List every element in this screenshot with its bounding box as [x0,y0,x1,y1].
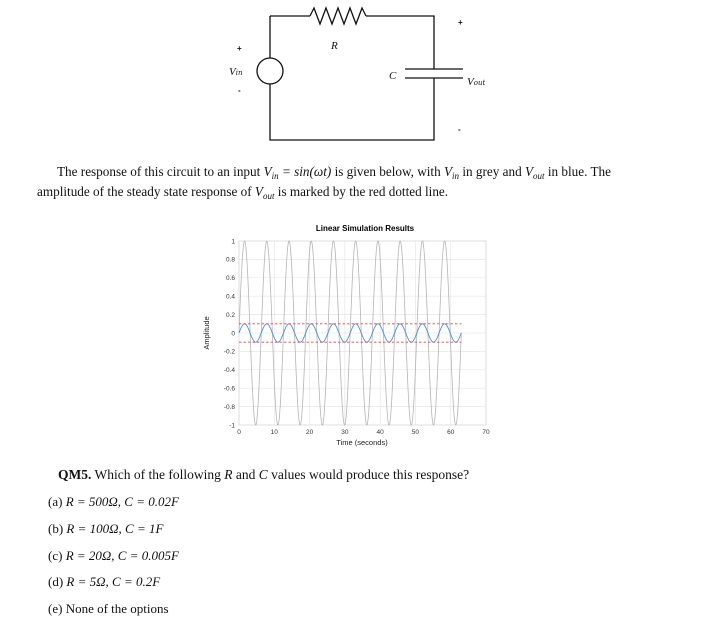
simulation-chart [195,220,500,455]
y-tick-label: 0.2 [225,311,235,319]
x-tick-label: 0 [237,429,241,436]
y-tick-label: 0 [231,330,235,338]
wire-top-right [366,16,434,69]
description-line-2: amplitude of the steady state response of $V_{out}$ is marked by the red dotted line. [37,184,449,201]
wire-left-lower [270,78,434,140]
x-tick-label: 60 [447,429,455,436]
voltage-source-circle [257,58,283,84]
x-tick-label: 50 [411,429,420,436]
option-a-letter: (a) [48,494,63,509]
vin-label: Vin [229,66,243,78]
option-c [48,548,179,564]
y-tick-label: 1 [231,238,235,246]
option-d-letter: (d) [48,574,64,589]
y-tick-label: -0.8 [223,403,235,411]
option-e-letter: (e) [48,601,63,616]
y-tick-label: -0.4 [223,367,235,375]
x-tick-label: 40 [376,429,384,436]
option-b-text: R = 100Ω, C = 1F [66,521,164,536]
option-a-text: R = 500Ω, C = 0.02F [65,494,179,509]
question-label: QM5. [58,467,92,482]
option-e-text: None of the options [65,601,169,616]
x-tick-label: 30 [341,429,349,436]
vin-plus-sign: + [237,44,242,53]
resistor-label: R [331,40,338,52]
vin-minus-sign: - [238,86,241,95]
x-tick-label: 10 [270,429,278,436]
y-tick-label: 0.8 [225,256,235,264]
question-text: QM5. Which of the following R and C values would produce this response? [58,467,470,482]
y-axis-label: Amplitude [202,316,211,350]
option-b-letter: (b) [48,521,64,536]
x-tick-label: 20 [305,429,314,436]
y-tick-label: 0.6 [225,275,235,283]
option-d-text: R = 5Ω, C = 0.2F [66,574,161,589]
resistor-zigzag [310,8,366,24]
option-b [48,521,163,537]
vout-plus-sign: + [458,18,463,27]
circuit-diagram [0,0,701,150]
vout-minus-sign: - [458,125,461,134]
x-tick-label: 70 [482,429,490,436]
vout-label: Vout [467,76,486,88]
option-c-text: R = 20Ω, C = 0.005F [65,548,179,563]
y-tick-label: -1 [229,422,235,430]
description-paragraph [37,164,687,204]
capacitor-label: C [389,70,397,82]
option-a [48,494,179,510]
option-d [48,574,160,590]
y-tick-label: -0.2 [223,348,235,356]
option-c-letter: (c) [48,548,63,563]
y-tick-label: -0.6 [223,385,235,393]
x-axis-label: Time (seconds) [336,438,388,447]
chart-title: Linear Simulation Results [315,224,415,233]
option-e [48,601,169,617]
description-line-1: The response of this circuit to an input $V_{in} = \sin(\omega t)$ is given below, with $V_{in}$ in grey and $V_{out}$ in blue. The [57,164,611,181]
y-tick-label: 0.4 [225,293,235,301]
